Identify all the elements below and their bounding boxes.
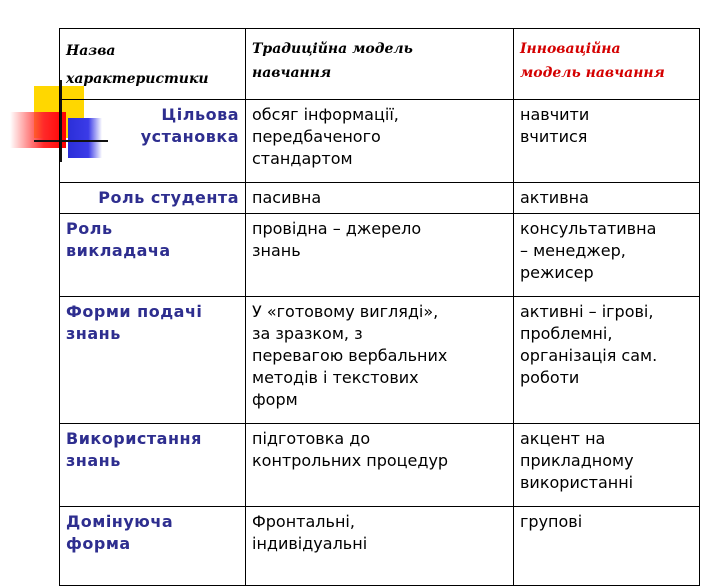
innovative-cell: консультативна – менеджер, режисер [514,214,700,297]
row-label: Використання знань [60,424,246,507]
innovative-cell: активна [514,183,700,214]
table-row [60,214,700,297]
table-row [60,183,700,214]
row-label: Роль студента [60,183,246,214]
row-label: Домінуюча форма [60,507,246,586]
header-innovative-model: Інноваційна модель навчання [514,29,700,100]
innovative-cell: групові [514,507,700,586]
table-header-row [60,29,700,100]
traditional-cell: Фронтальні, індивідуальні [246,507,514,586]
table-row [60,507,700,586]
table-row [60,424,700,507]
row-label: Форми подачі знань [60,297,246,424]
decorative-red-square [10,112,66,148]
comparison-table [59,28,700,586]
traditional-cell: обсяг інформації, передбаченого стандартом [246,100,514,183]
traditional-cell: провідна – джерело знань [246,214,514,297]
innovative-cell: навчити вчитися [514,100,700,183]
header-traditional-model: Традиційна модель навчання [246,29,514,100]
row-label: Цільова установка [60,100,246,183]
traditional-cell: підготовка до контрольних процедур [246,424,514,507]
innovative-cell: акцент на прикладному використанні [514,424,700,507]
table-row [60,297,700,424]
traditional-cell: У «готовому вигляді», за зразком, з перевагою вербальних методів і текстових форм [246,297,514,424]
table-row [60,100,700,183]
row-label: Роль викладача [60,214,246,297]
header-characteristic: Назва характеристики [60,29,246,100]
innovative-cell: активні – ігрові, проблемні, організація сам. роботи [514,297,700,424]
traditional-cell: пасивна [246,183,514,214]
